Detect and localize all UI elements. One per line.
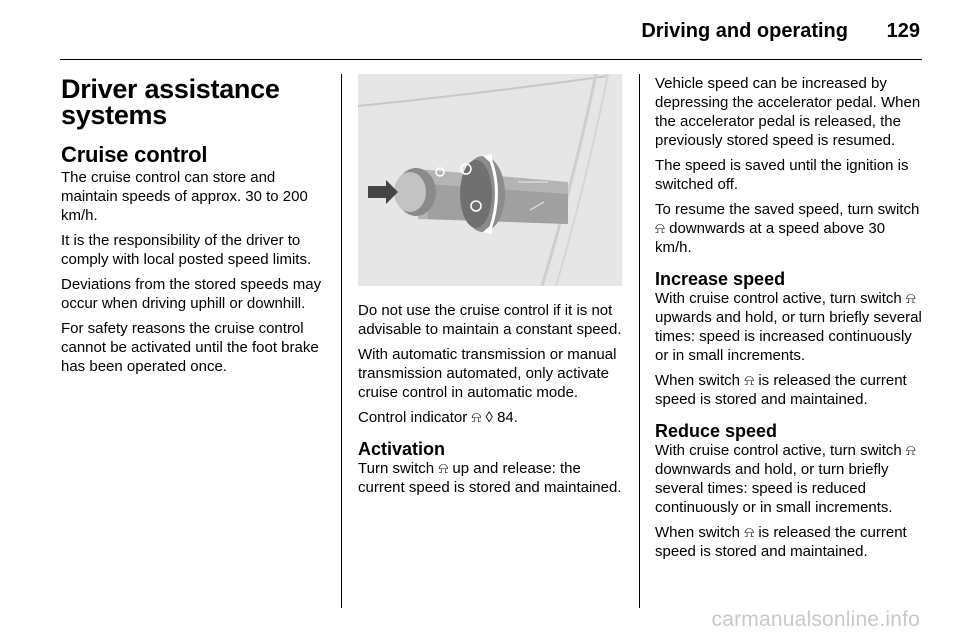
paragraph: It is the responsibility of the driver to comply with local posted speed limits. bbox=[61, 232, 312, 268]
paragraph: When switch ⍾ is released the current speed is stored and maintained. bbox=[655, 372, 907, 408]
lever-illustration-svg bbox=[358, 74, 622, 286]
cruise-res-minus-icon: ⍾ bbox=[744, 524, 755, 541]
paragraph: To resume the saved speed, turn switch ⍾ downwards at a speed above 30 km/h. bbox=[655, 201, 920, 256]
column-left bbox=[61, 74, 331, 382]
page-header bbox=[0, 16, 960, 46]
paragraph: For safety reasons the cruise control cannot be activated until the foot brake has been operated once. bbox=[61, 320, 319, 375]
paragraph: When switch ⍾ is released the current speed is stored and maintained. bbox=[655, 524, 907, 560]
cruise-res-minus-icon: ⍾ bbox=[655, 220, 665, 237]
paragraph: Vehicle speed can be increased by depressing the accelerator pedal. When the accelerator pedal is released, the previously stored speed is resumed. bbox=[655, 75, 921, 149]
cruise-control-lever-illustration bbox=[358, 74, 622, 286]
column-divider bbox=[341, 74, 342, 608]
column-middle bbox=[358, 74, 628, 503]
section-title: Driving and operating bbox=[641, 20, 848, 42]
chapter-heading: Driver assistance systems bbox=[61, 74, 280, 130]
watermark: carmanualsonline.info bbox=[711, 608, 920, 631]
column-right bbox=[655, 74, 925, 567]
subheading-activation: Activation bbox=[358, 439, 446, 459]
cruise-set-plus-icon: ⍾ bbox=[905, 290, 916, 307]
subheading-increase-speed: Increase speed bbox=[655, 269, 786, 289]
page-reference-icon: ◊ bbox=[485, 409, 493, 426]
subheading-reduce-speed: Reduce speed bbox=[655, 421, 778, 441]
column-divider bbox=[639, 74, 640, 608]
paragraph: Deviations from the stored speeds may occur when driving uphill or downhill. bbox=[61, 276, 322, 312]
paragraph: With cruise control active, turn switch ⍾ upwards and hold, or turn briefly several times: speed is increased continuously or in small increments. bbox=[655, 290, 922, 364]
cruise-set-plus-icon: ⍾ bbox=[744, 372, 755, 389]
header-divider bbox=[60, 59, 922, 60]
paragraph: Turn switch ⍾ up and release: the current speed is stored and maintained. bbox=[358, 460, 622, 496]
cruise-set-plus-icon: ⍾ bbox=[471, 409, 482, 426]
cruise-res-minus-icon: ⍾ bbox=[905, 442, 916, 459]
cruise-set-plus-icon: ⍾ bbox=[438, 460, 449, 477]
section-heading: Cruise control bbox=[61, 142, 208, 167]
paragraph: Do not use the cruise control if it is not advisable to maintain a constant speed. bbox=[358, 302, 622, 338]
paragraph: With cruise control active, turn switch ⍾ downwards and hold, or turn briefly several times: speed is reduced continuously or in small increments. bbox=[655, 442, 916, 516]
paragraph: The cruise control can store and maintain speeds of approx. 30 to 200 km/h. bbox=[61, 169, 308, 224]
paragraph: With automatic transmission or manual transmission automated, only activate cruise control in automatic mode. bbox=[358, 346, 617, 401]
paragraph: Control indicator ⍾ ◊ 84. bbox=[358, 409, 518, 426]
paragraph: The speed is saved until the ignition is switched off. bbox=[655, 157, 909, 193]
page-number: 129 bbox=[886, 20, 920, 42]
